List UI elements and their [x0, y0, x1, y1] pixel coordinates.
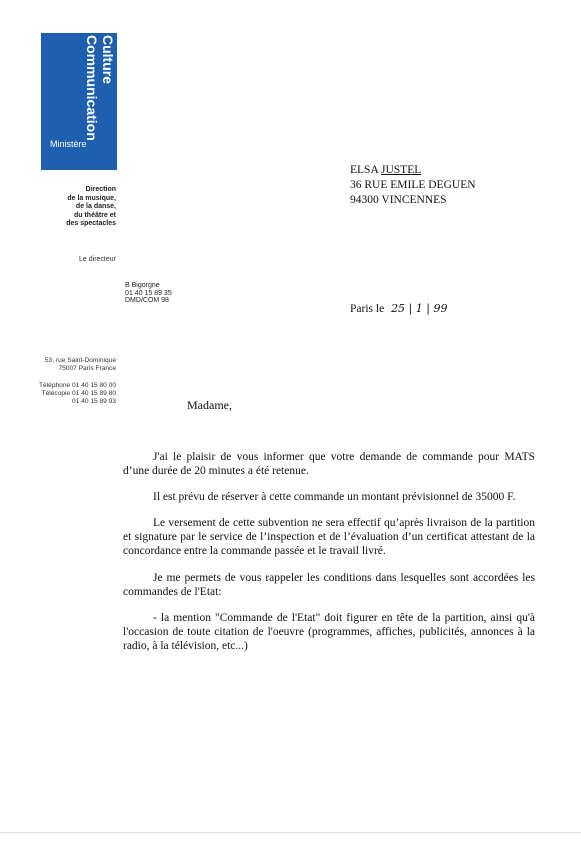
recipient-street: 36 RUE EMILE DEGUEN — [350, 179, 476, 191]
recipient-city: 94300 VINCENNES — [350, 194, 447, 206]
letter-date — [350, 302, 447, 315]
phone-line: Téléphone 01 40 15 80 00 — [39, 382, 116, 389]
reference-line: B Bigorgne — [125, 282, 160, 289]
paragraph: Il est prévu de réserver à cette commande un montant prévisionnel de 35000 F. — [153, 491, 516, 503]
paragraph: J'ai le plaisir de vous informer que votre demande de commande pour MATS d’une durée de 20 minutes a été retenue. — [123, 451, 535, 478]
reference-line: 01 40 15 89 35 — [125, 289, 172, 297]
logo-line-culture: Culture — [100, 35, 116, 84]
date-prefix: Paris le — [350, 303, 385, 315]
paragraph: Le versement de cette subvention ne sera effectif qu’après livraison de la partition et signature par le service de l’inspection et de l’évaluation d’un certificat attestant de la concordance entre la commande passée et le travail livré. — [123, 517, 535, 558]
recipient-name — [350, 163, 476, 178]
reference-block — [125, 282, 172, 305]
direction-line: du théâtre et — [73, 211, 116, 219]
recipient-first-name: ELSA — [350, 164, 379, 176]
sender-direction — [20, 186, 116, 229]
page-bottom-edge — [0, 832, 581, 833]
date-handwritten: 25 | 1 | 99 — [391, 302, 448, 315]
direction-line: de la musique, — [67, 194, 116, 202]
paragraph: - la mention "Commande de l'Etat" doit figurer en tête de la partition, ainsi qu'à l'occasion de toute citation de l'oeuvre (programmes, affiches, publicités, annonces à la radio, à la télévision, etc...) — [123, 612, 535, 653]
direction-line: Direction — [85, 186, 116, 193]
recipient-last-name: JUSTEL — [381, 164, 422, 176]
recipient-address — [350, 163, 476, 208]
direction-line: des spectacles — [66, 220, 116, 227]
phone-line: Télécopie 01 40 15 89 80 — [41, 390, 116, 397]
logo-line-communication: Communication — [84, 35, 100, 141]
address-line: 75007 Paris France — [58, 365, 116, 372]
sender-title: Le directeur — [79, 256, 116, 263]
logo-ministere-label: Ministère — [50, 139, 87, 149]
paragraph: Je me permets de vous rappeler les conditions dans lesquelles sont accordées les commandes de l'Etat: — [123, 572, 535, 599]
sender-phones — [20, 382, 116, 406]
address-line: 53, rue Saint-Dominique — [44, 357, 116, 364]
ministry-logo — [41, 33, 117, 170]
reference-line: DMD/COM 98 — [125, 297, 169, 304]
direction-line: de la danse, — [75, 203, 116, 210]
phone-line: 01 40 15 89 93 — [72, 398, 116, 405]
logo-wordmark — [84, 35, 116, 141]
salutation: Madame, — [187, 398, 232, 412]
sender-address — [20, 357, 116, 373]
